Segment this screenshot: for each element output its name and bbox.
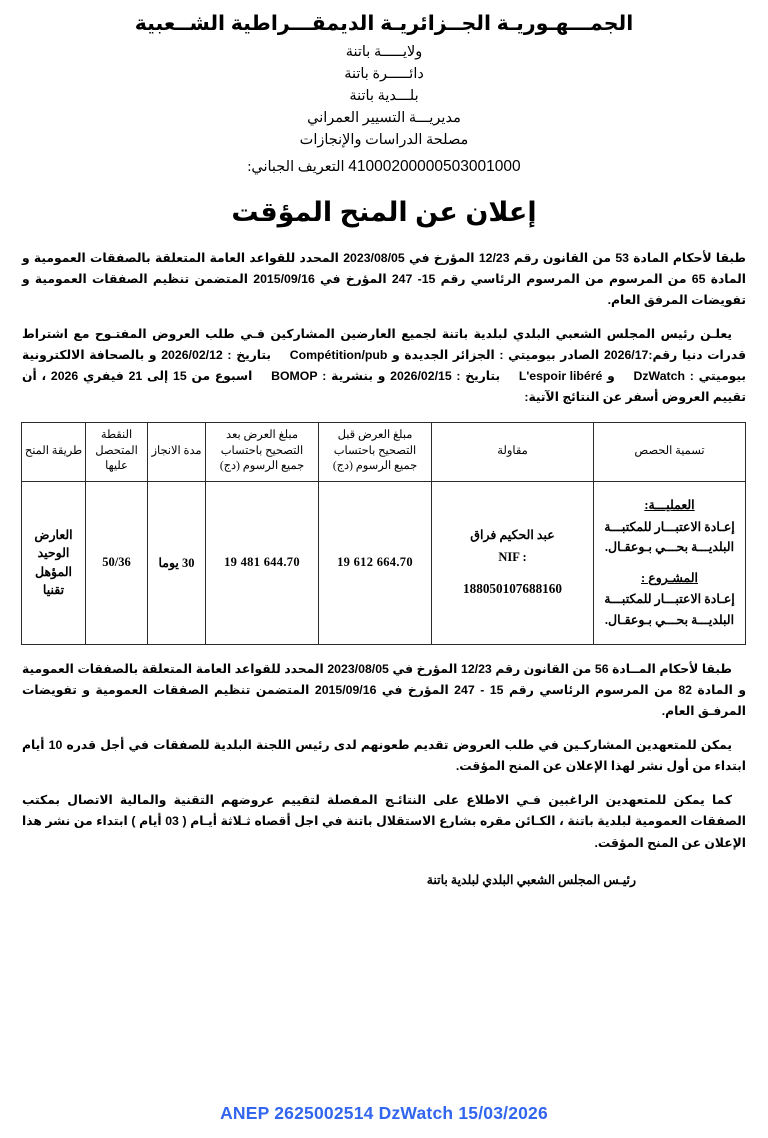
tax-id-line <box>0 155 768 179</box>
tax-id-label: التعريف الجباني: <box>247 158 345 175</box>
anep-footer: ANEP 2625002514 DzWatch 15/03/2026 <box>220 1103 548 1123</box>
letterhead <box>0 0 768 179</box>
table-body <box>22 481 746 644</box>
publication-dzwatch: DzWatch <box>633 369 685 384</box>
announcement-text-5: اسبوع من 15 إلى 21 فيفري 2026 ، أن تقييم العروض أسفر عن النتائج الآتية: <box>22 369 746 405</box>
method-line-1: العارض <box>34 528 73 543</box>
tax-id-value: 41000200000503001000 <box>348 157 521 175</box>
daira-line: دائـــــرة باتنة <box>344 65 424 82</box>
publication-lespoir-libere: L'espoir libéré <box>518 369 603 384</box>
service-line: مصلحة الدراسات والإنجازات <box>299 131 469 148</box>
contractor-nif-label: NIF : <box>498 550 527 565</box>
paragraph-announcement <box>22 324 746 409</box>
column-header-method: طريقة المنح <box>22 422 86 481</box>
operation-label: العمليـــة: <box>644 498 695 513</box>
method-line-4: تقنيا <box>42 582 65 597</box>
column-header-lots: تسمية الحصص <box>594 422 746 481</box>
baladia-line: بلـــدية باتنة <box>349 87 419 104</box>
cell-score: 50/36 <box>86 481 148 644</box>
cell-lots <box>594 481 746 644</box>
operation-value: إعـادة الاعتبـــار للمكتبـــة البلديـــة بحـــي بـوعقـال. <box>604 519 735 554</box>
paragraph-legal-basis: طبقا لأحكام المادة 53 من القانون رقم 12/23 المؤرخ في 2023/08/05 المحدد للقواعد العامة المتعلقة بالصفقات العمومية و المادة 65 من المرسوم من المرسوم الرئاسي رقم 15- 247 المؤرخ في 2015/09/16 المتضمن تنظيم الصفقات العمومية و تفويضات المرفق العام. <box>22 250 746 307</box>
column-header-contractor: مقاولة <box>432 422 594 481</box>
contractor-nif-value: 188050107688160 <box>463 580 562 596</box>
table-header <box>22 422 746 481</box>
document-body <box>0 248 768 888</box>
column-header-amount-after: مبلغ العرض بعد التصحيح باحتساب جميع الرسوم (دج) <box>206 422 319 481</box>
method-line-2: الوحيد <box>37 546 70 561</box>
cell-duration: 30 يوما <box>148 481 206 644</box>
column-header-amount-before: مبلغ العرض قبل التصحيح باحتساب جميع الرسوم (دج) <box>319 422 432 481</box>
cell-method <box>22 481 86 644</box>
method-line-3: المؤهل <box>34 564 73 579</box>
page-title: إعلان عن المنح المؤقت <box>231 196 537 227</box>
results-table <box>21 422 746 645</box>
publication-bomop: BOMOP <box>271 369 318 384</box>
cell-amount-before: 19 612 664.70 <box>319 481 432 644</box>
cell-amount-after: 19 481 644.70 <box>206 481 319 644</box>
paragraph-appeal-basis: طبقا لأحكام المــادة 56 من القانون رقم 12/23 المؤرخ في 2023/08/05 المحدد للقواعد العامة المتعلقة بالصفقات العمومية و المادة 82 من المرسوم الرئاسي رقم 15 - 247 المؤرخ في 2015/09/16 المتضمن تنظيم الصفقات العمومية و تفويضات المرفـق العام. <box>22 661 746 718</box>
column-header-duration: مدة الانجاز <box>148 422 206 481</box>
project-value: إعـادة الاعتبـــار للمكتبـــة البلديـــة بحـــي بـوعقـال. <box>604 592 735 627</box>
project-label: المشـروع : <box>640 571 698 586</box>
announcement-text-4: بتاريخ : 2026/02/15 و بنشرية : <box>322 369 501 384</box>
announcement-text-3: و <box>607 369 615 384</box>
paragraph-consultation-rights: كما يمكن للمتعهدين الراغبين فـي الاطلاع على النتائـج المفصلة لتقييم عروضهم التقنية والمالية الاتصال بمكتب الصفقات العمومية لبلدية باتنة ، الكـائن مقره بشارع الاستقلال باتنة في اجل أقصاه ثـلاثة أيـام ( 03 أيام ) ابتداء من نشر هذا الإعلان عن المنح المؤقت. <box>22 793 746 850</box>
announcement-text-2: بتاريخ : 2026/02/12 و بالصحافة الالكترونية بيوميتي : <box>22 348 747 384</box>
cell-contractor <box>432 481 594 644</box>
paragraph-appeal-rights: يمكن للمتعهدين المشاركـين في طلب العروض تقديم طعونهم لدى رئيس اللجنة البلدية للصفقات في أجل قدره 10 أيام ابتداء من أول نشر لهذا الإعلان عن المنح المؤقت. <box>22 737 746 774</box>
contractor-name: عبد الحكيم فراق <box>470 528 555 543</box>
direction-line: مديريـــة التسيير العمراني <box>307 109 461 126</box>
table-row <box>22 481 746 644</box>
wilaya-line: ولايـــــة باتنة <box>345 43 423 60</box>
table-header-row <box>22 422 746 481</box>
column-header-score: النقطة المتحصل عليها <box>86 422 148 481</box>
republic-heading: الجمـــهـوريـة الجــزائريـة الديمقـــراطية الشــعبية <box>134 12 634 35</box>
lot-spacer <box>602 557 737 568</box>
signature-line: رئيـس المجلس الشعبي البلدي لبلدية باتنة <box>426 872 636 887</box>
announcement-text-1: يعلـن رئيس المجلس الشعبي البلدي لبلدية باتنة لجميع العارضين المشاركين فـي طلب العروض المفتـوح مع اشتراط قدرات دنيا رقم:2026/17 الصادر بيوميتي : الجزائر الجديدة و <box>22 327 746 363</box>
publication-competition-pub: Compétition/pub <box>289 348 388 363</box>
